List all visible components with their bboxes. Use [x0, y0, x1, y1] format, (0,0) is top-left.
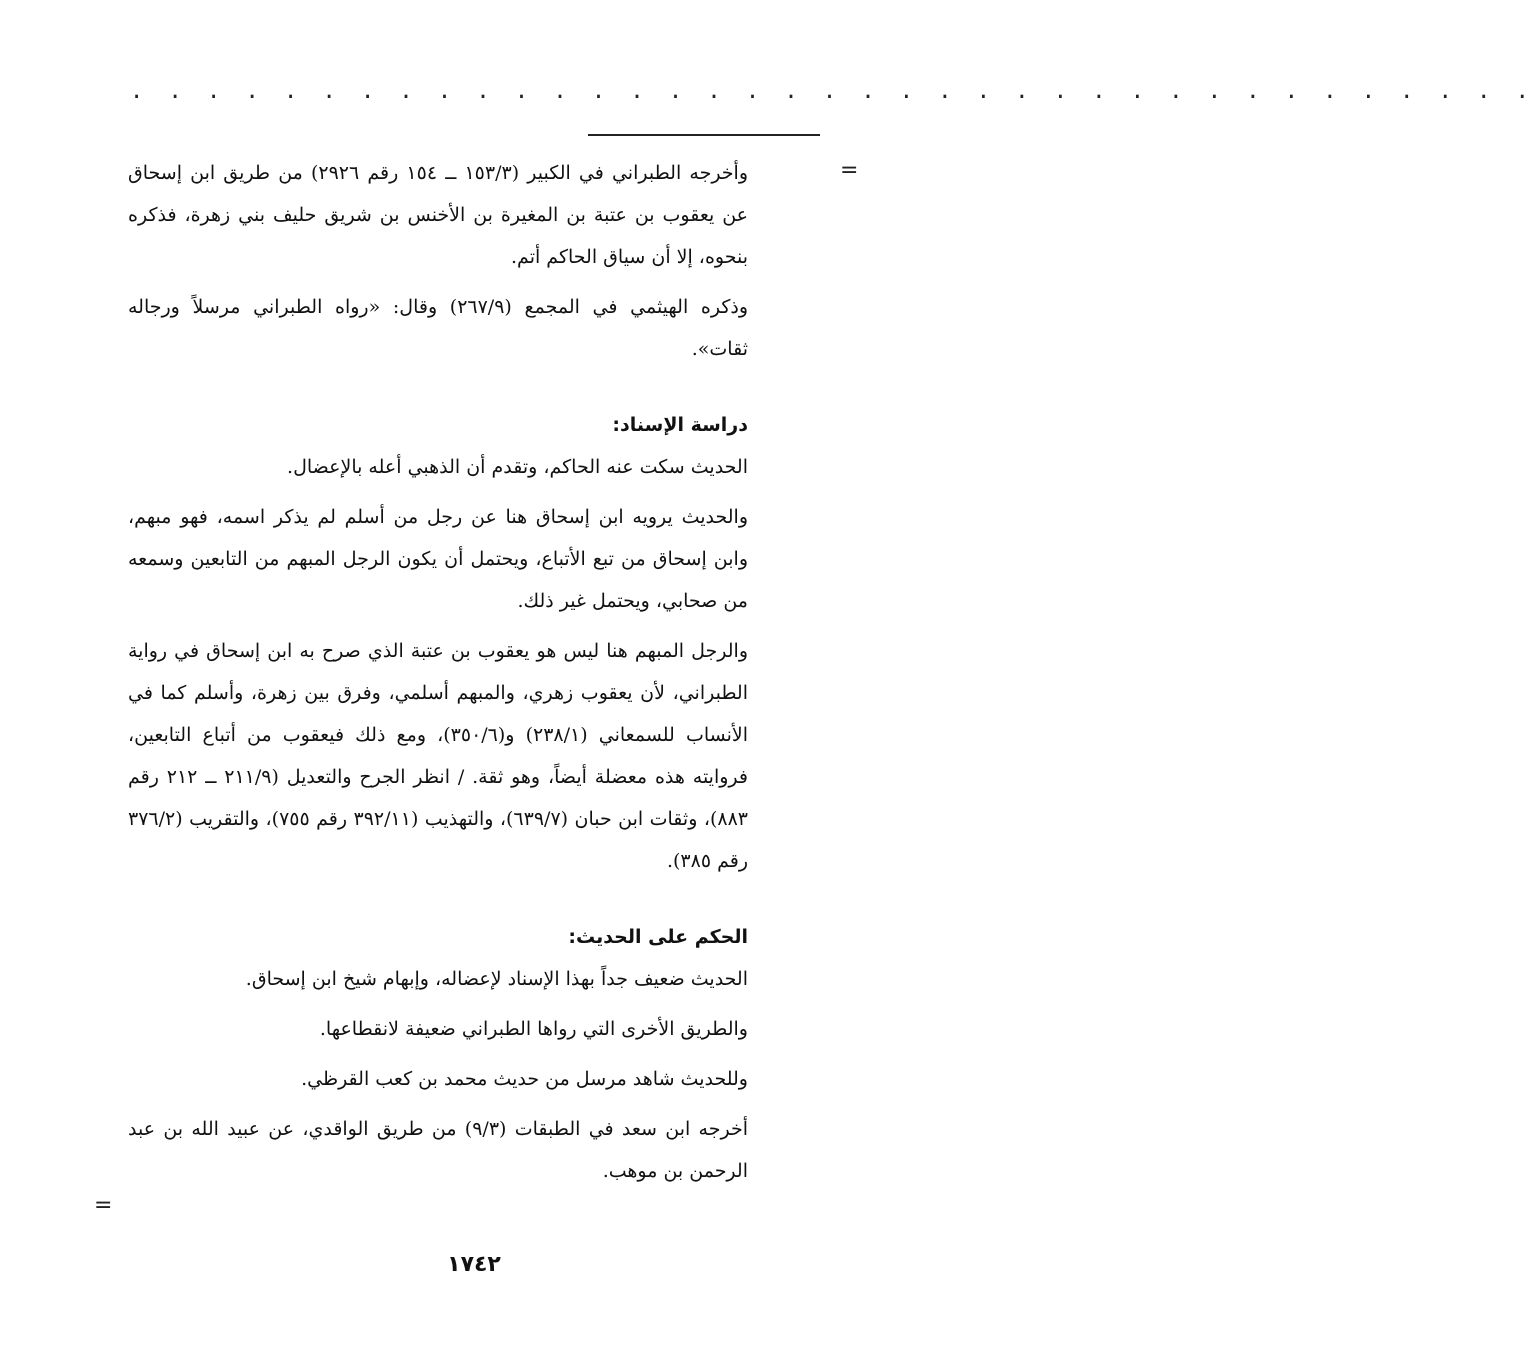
paragraph-very-weak: الحديث ضعيف جداً بهذا الإسناد لإعضاله، وإبهام شيخ ابن إسحاق.	[245, 968, 748, 990]
paragraph-tabarani-kabir: وأخرجه الطبراني في الكبير (١٥٣/٣ ــ ١٥٤ رقم ٢٩٢٦) من طريق ابن إسحاق عن يعقوب بن عتبة بن المغيرة بن الأخنس بن شريق حليف بني زهرة، فذكره بنحوه، إلا أن سياق الحاكم أتم.	[128, 162, 749, 268]
continuation-mark-bottom: =	[94, 1193, 113, 1218]
page-number: ١٧٤٢	[447, 1252, 501, 1277]
page-body	[128, 152, 748, 1200]
paragraph-other-route: والطريق الأخرى التي رواها الطبراني ضعيفة لانقطاعها.	[319, 1018, 748, 1040]
paragraph-haythami-majma: وذكره الهيثمي في المجمع (٢٦٧/٩) وقال: «رواه الطبراني مرسلاً ورجاله ثقات».	[128, 296, 749, 360]
paragraph-hakim-silent: الحديث سكت عنه الحاكم، وتقدم أن الذهبي أعله بالإعضال.	[287, 456, 748, 478]
dotted-separator: · · · · · · · · · · · · · · · · · · · · · · · · · · · · · · · · · · · · ·	[130, 85, 1535, 110]
footnote-rule	[588, 134, 820, 136]
heading-isnad-study: دراسة الإسناد:	[612, 414, 748, 436]
paragraph-mursal-witness: وللحديث شاهد مرسل من حديث محمد بن كعب القرظي.	[301, 1068, 748, 1090]
heading-hadith-ruling: الحكم على الحديث:	[568, 926, 748, 948]
paragraph-ibn-ishaq-narrator: والحديث يرويه ابن إسحاق هنا عن رجل من أسلم لم يذكر اسمه، فهو مبهم، وابن إسحاق من تبع الأتباع، ويحتمل أن يكون الرجل المبهم من التابعين وسمعه من صحابي، ويحتمل غير ذلك.	[128, 506, 748, 612]
paragraph-ibn-saad: أخرجه ابن سعد في الطبقات (٩/٣) من طريق الواقدي، عن عبيد الله بن عبد الرحمن بن موهب.	[128, 1118, 748, 1182]
continuation-mark-top: =	[840, 158, 859, 183]
paragraph-unnamed-man: والرجل المبهم هنا ليس هو يعقوب بن عتبة الذي صرح به ابن إسحاق في رواية الطبراني، لأن يعقوب زهري، والمبهم أسلمي، وفرق بين زهرة، وأسلم كما في الأنساب للسمعاني (٢٣٨/١) و(٣٥٠/٦)، ومع ذلك فيعقوب من أتباع التابعين، فروايته هذه معضلة أيضاً، وهو ثقة. / انظر الجرح والتعديل (٢١١/٩ ــ ٢١٢ رقم ٨٨٣)، وثقات ابن حبان (٦٣٩/٧)، والتهذيب (٣٩٢/١١ رقم ٧٥٥)، والتقريب (٣٧٦/٢ رقم ٣٨٥).	[128, 640, 748, 872]
